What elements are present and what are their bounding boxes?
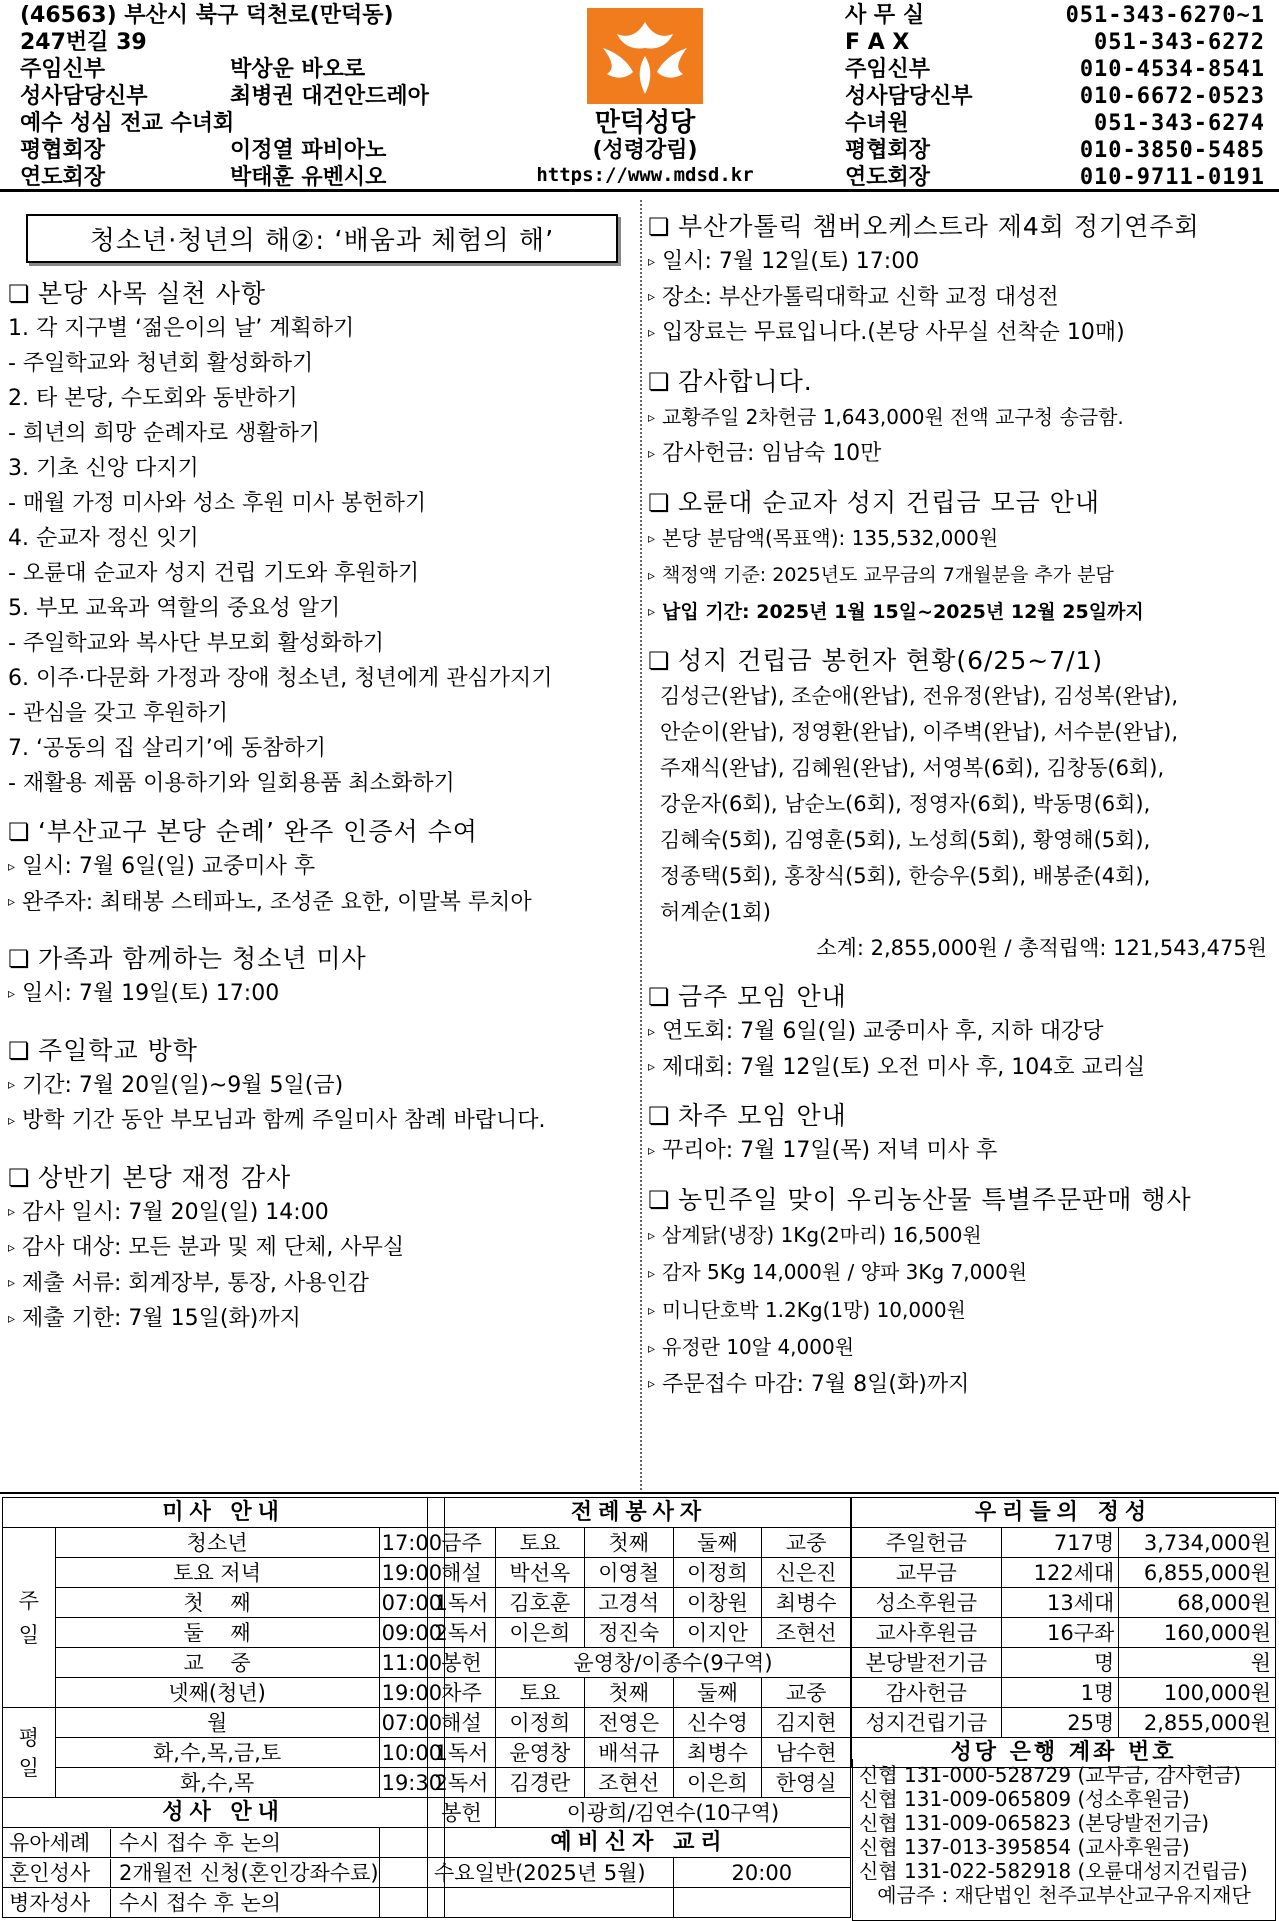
contact-number: 010-9711-0191 bbox=[1079, 165, 1265, 190]
section-title: ❏ 오륜대 순교자 성지 건립금 모금 안내 bbox=[648, 486, 1273, 520]
section-next-week-meetings bbox=[648, 1099, 1273, 1169]
info-text: 247번길 39 bbox=[20, 30, 147, 55]
section-title: ❏ 성지 건립금 봉헌자 현황(6/25~7/1) bbox=[648, 644, 1273, 678]
section-title: ❏ 부산가톨릭 챔버오케스트라 제4회 정기연주회 bbox=[648, 210, 1273, 244]
sacrament-desc: 수시 접수 후 논의 bbox=[119, 1830, 282, 1855]
empty-cell bbox=[428, 1888, 674, 1918]
list-item: ▹ 감사 일시: 7월 20일(일) 14:00 bbox=[8, 1195, 636, 1231]
section-orchestra-concert bbox=[648, 210, 1273, 351]
contact-row bbox=[845, 56, 1265, 83]
offering-table bbox=[851, 1497, 1276, 1768]
info-row bbox=[20, 164, 540, 191]
list-item: ▹ 제출 기한: 7월 15일(화)까지 bbox=[8, 1301, 636, 1337]
table-row bbox=[428, 1738, 851, 1768]
role-cell: 봉헌 bbox=[428, 1798, 496, 1828]
column-header: 토요 bbox=[495, 1678, 584, 1708]
table-row bbox=[3, 1558, 445, 1588]
name-cell: 이은희 bbox=[495, 1618, 584, 1648]
table-row bbox=[3, 1888, 445, 1918]
list-item: ▹ 제출 서류: 회계장부, 통장, 사용인감 bbox=[8, 1266, 636, 1302]
contact-role: 성사담당신부 bbox=[845, 84, 973, 109]
table-title: 전례봉사자 bbox=[428, 1498, 851, 1528]
column-header: 차주 bbox=[428, 1678, 496, 1708]
list-item: 5. 부모 교육과 역할의 중요성 알기 bbox=[8, 596, 341, 621]
role-cell: 봉헌 bbox=[428, 1648, 496, 1678]
list-item: ▹ 입장료는 무료입니다.(본당 사무실 선착순 10매) bbox=[648, 315, 1273, 351]
list-item: ▹ 기간: 7월 20일(일)~9월 5일(금) bbox=[8, 1068, 636, 1104]
info-name: 이정열 파비아노 bbox=[230, 138, 387, 163]
list-item: - 관심을 갖고 후원하기 bbox=[8, 701, 229, 726]
name-cell: 이정희 bbox=[495, 1708, 584, 1738]
info-name: 박상운 바오로 bbox=[230, 57, 366, 82]
name-cell: 전영은 bbox=[584, 1708, 673, 1738]
offering-amount: 160,000원 bbox=[1119, 1618, 1276, 1648]
section-title: ❏ 감사합니다. bbox=[648, 365, 1273, 399]
church-name: 만덕성당 bbox=[594, 108, 696, 138]
list-item: - 주일학교와 복사단 부모회 활성화하기 bbox=[8, 631, 384, 656]
table-row bbox=[428, 1648, 851, 1678]
name-cell: 김경란 bbox=[495, 1768, 584, 1798]
table-row bbox=[3, 1768, 445, 1798]
name-cell: 김호훈 bbox=[495, 1588, 584, 1618]
section-farm-produce-sale bbox=[648, 1183, 1273, 1403]
mass-name: 넷째(청년) bbox=[55, 1678, 379, 1708]
list-item: - 희년의 희망 순례자로 생활하기 bbox=[8, 421, 321, 446]
list-item: ▹ 본당 분담액(목표액): 135,532,000원 bbox=[648, 520, 1273, 558]
list-item: ▹ 납입 기간: 2025년 1월 15일~2025년 12월 25일까지 bbox=[648, 594, 1273, 631]
list-item: ▹ 방학 기간 동안 부모님과 함께 주일미사 참례 바랍니다. bbox=[8, 1103, 636, 1139]
offering-name: 교무금 bbox=[852, 1558, 1002, 1588]
table-row bbox=[852, 1678, 1276, 1708]
bank-account: 신협 131-009-065809 (성소후원금) bbox=[859, 1787, 1190, 1811]
list-item: 6. 이주·다문화 가정과 장애 청소년, 청년에게 관심가지기 bbox=[8, 666, 553, 691]
donor-line: 허계순(1회) bbox=[660, 900, 771, 924]
contact-role: 수녀원 bbox=[845, 111, 909, 136]
donor-total: 소계: 2,855,000원 / 총적립액: 121,543,475원 bbox=[816, 936, 1267, 960]
contact-row bbox=[845, 110, 1265, 137]
info-row bbox=[20, 137, 540, 164]
info-name: 최병권 대건안드레아 bbox=[230, 84, 429, 109]
section-title: ❏ ‘부산교구 본당 순례’ 완주 인증서 수여 bbox=[8, 815, 636, 849]
donor-line: 김혜숙(5회), 김영훈(5회), 노성희(5회), 황영해(5회), bbox=[660, 828, 1151, 852]
table-row bbox=[3, 1858, 445, 1888]
section-title: ❏ 상반기 본당 재정 감사 bbox=[8, 1161, 636, 1195]
name-cell: 신수영 bbox=[673, 1708, 762, 1738]
list-item: ▹ 감자 5Kg 14,000원 / 양파 3Kg 7,000원 bbox=[648, 1254, 1273, 1292]
offertory-cell: 윤영창/이종수(9구역) bbox=[495, 1648, 850, 1678]
contact-number: 010-3850-5485 bbox=[1079, 138, 1265, 163]
mass-time: 09:00 bbox=[379, 1618, 445, 1648]
mass-name: 교 중 bbox=[55, 1648, 379, 1678]
list-item: ▹ 미니단호박 1.2Kg(1망) 10,000원 bbox=[648, 1292, 1273, 1330]
list-item: ▹ 삼계닭(냉장) 1Kg(2마리) 16,500원 bbox=[648, 1217, 1273, 1255]
offering-amount: 원 bbox=[1119, 1648, 1276, 1678]
name-cell: 이창원 bbox=[673, 1588, 762, 1618]
section-thanks bbox=[648, 365, 1273, 472]
section-title: ❏ 차주 모임 안내 bbox=[648, 1099, 1273, 1133]
mass-time: 07:00 bbox=[379, 1708, 445, 1738]
offering-name: 주일헌금 bbox=[852, 1528, 1002, 1558]
name-cell: 고경석 bbox=[584, 1588, 673, 1618]
liturgy-servers-table bbox=[427, 1497, 851, 1918]
offering-count: 122세대 bbox=[1001, 1558, 1119, 1588]
sunday-label: 주 일 bbox=[3, 1528, 56, 1708]
bank-accounts bbox=[852, 1759, 1276, 1921]
table-row bbox=[852, 1528, 1276, 1558]
info-role: 연도회장 bbox=[20, 165, 106, 190]
table-row bbox=[428, 1558, 851, 1588]
mass-name: 월 bbox=[55, 1708, 379, 1738]
table-row bbox=[852, 1708, 1276, 1738]
info-role: 성사담당신부 bbox=[20, 84, 148, 109]
mass-time: 19:30 bbox=[379, 1768, 445, 1798]
info-row bbox=[20, 56, 540, 83]
mass-name: 화,수,목 bbox=[55, 1768, 379, 1798]
list-item: 3. 기초 신앙 다지기 bbox=[8, 456, 199, 481]
offering-amount: 6,855,000원 bbox=[1119, 1558, 1276, 1588]
section-pilgrimage-certificate bbox=[8, 815, 636, 920]
name-cell: 조현선 bbox=[762, 1618, 851, 1648]
section-title: ❏ 본당 사목 실천 사항 bbox=[8, 277, 636, 311]
table-row bbox=[428, 1588, 851, 1618]
donor-line: 주재식(완납), 김혜원(완납), 서영복(6회), 김창동(6회), bbox=[660, 756, 1165, 780]
info-row bbox=[20, 110, 540, 137]
sacrament-name: 병자성사 bbox=[3, 1889, 111, 1917]
offering-name: 본당발전기금 bbox=[852, 1648, 1002, 1678]
section-title: ❏ 주일학교 방학 bbox=[8, 1034, 636, 1068]
right-column bbox=[648, 204, 1273, 1489]
contact-role: 사 무 실 bbox=[845, 3, 925, 28]
contact-number: 051-343-6270~1 bbox=[1065, 3, 1265, 28]
table-title: 우리들의 정성 bbox=[852, 1498, 1276, 1528]
mass-time: 10:00 bbox=[379, 1738, 445, 1768]
left-column bbox=[8, 204, 636, 1489]
column-header: 금주 bbox=[428, 1528, 496, 1558]
bottom-info-tables bbox=[0, 1497, 1279, 1921]
donor-line: 강운자(6회), 남순노(6회), 정영자(6회), 박동명(6회), bbox=[660, 792, 1151, 816]
list-item: ▹ 주문접수 마감: 7월 8일(화)까지 bbox=[648, 1367, 1273, 1403]
contact-info bbox=[845, 2, 1265, 191]
table-row bbox=[428, 1888, 851, 1918]
column-header: 둘째 bbox=[673, 1528, 762, 1558]
contact-row bbox=[845, 29, 1265, 56]
table-row bbox=[852, 1618, 1276, 1648]
catechism-class: 수요일반(2025년 5월) bbox=[428, 1858, 674, 1888]
list-item: ▹ 일시: 7월 12일(토) 17:00 bbox=[648, 244, 1273, 280]
offering-count: 717명 bbox=[1001, 1528, 1119, 1558]
bulletin-header bbox=[0, 0, 1279, 192]
contact-number: 051-343-6274 bbox=[1094, 111, 1265, 136]
mass-time: 19:00 bbox=[379, 1558, 445, 1588]
mass-name: 청소년 bbox=[55, 1528, 379, 1558]
content-bottom-rule bbox=[0, 1492, 1279, 1494]
bank-account: 신협 131-022-582918 (오륜대성지건립금) bbox=[859, 1859, 1248, 1883]
list-item: ▹ 꾸리아: 7월 17일(목) 저녁 미사 후 bbox=[648, 1133, 1273, 1169]
table-row bbox=[3, 1828, 445, 1858]
table-title: 미사 안내 bbox=[3, 1498, 445, 1528]
info-row bbox=[20, 2, 540, 29]
church-logo-icon bbox=[587, 8, 703, 104]
offering-name: 감사헌금 bbox=[852, 1678, 1002, 1708]
name-cell: 한영실 bbox=[762, 1768, 851, 1798]
list-item: ▹ 일시: 7월 19일(토) 17:00 bbox=[8, 976, 636, 1012]
table-row bbox=[852, 1648, 1276, 1678]
donor-line: 정종택(5회), 홍창식(5회), 한승우(5회), 배봉준(4회), bbox=[660, 864, 1151, 888]
sacrament-desc: 2개월전 신청(혼인강좌수료) bbox=[119, 1860, 379, 1885]
offering-name: 성지건립기금 bbox=[852, 1708, 1002, 1738]
table-row bbox=[428, 1858, 851, 1888]
info-role: 주임신부 bbox=[20, 57, 106, 82]
contact-row bbox=[845, 137, 1265, 164]
list-item: ▹ 일시: 7월 6일(일) 교중미사 후 bbox=[8, 849, 636, 885]
sacrament-name: 혼인성사 bbox=[3, 1859, 111, 1887]
name-cell: 이지안 bbox=[673, 1618, 762, 1648]
list-item: ▹ 감사헌금: 임남숙 10만 bbox=[648, 436, 1273, 472]
bank-owner: 예금주 : 재단법인 천주교부산교구유지재단 bbox=[877, 1883, 1251, 1907]
column-header: 토요 bbox=[495, 1528, 584, 1558]
bank-account: 신협 131-000-528729 (교무금, 감사헌금) bbox=[859, 1763, 1242, 1787]
list-item: ▹ 연도회: 7월 6일(일) 교중미사 후, 지하 대강당 bbox=[648, 1014, 1273, 1050]
empty-cell bbox=[673, 1888, 850, 1918]
catechism-time: 20:00 bbox=[673, 1858, 850, 1888]
table-header-row bbox=[428, 1528, 851, 1558]
sacrament-cell bbox=[3, 1828, 380, 1858]
sacrament-name: 유아세례 bbox=[3, 1829, 111, 1857]
list-item: - 오륜대 순교자 성지 건립 기도와 후원하기 bbox=[8, 561, 420, 586]
weekday-label: 평 일 bbox=[3, 1708, 56, 1798]
church-url-link[interactable]: https://www.mdsd.kr bbox=[536, 164, 754, 186]
section-family-youth-mass bbox=[8, 942, 636, 1012]
offering-count: 25명 bbox=[1001, 1708, 1119, 1738]
info-role: 평협회장 bbox=[20, 138, 106, 163]
section-sunday-school-vacation bbox=[8, 1034, 636, 1139]
name-cell: 윤영창 bbox=[495, 1738, 584, 1768]
role-cell: 해설 bbox=[428, 1558, 496, 1588]
section-title: ❏ 가족과 함께하는 청소년 미사 bbox=[8, 942, 636, 976]
column-header: 교중 bbox=[762, 1678, 851, 1708]
role-cell: 1독서 bbox=[428, 1738, 496, 1768]
name-cell: 조현선 bbox=[584, 1768, 673, 1798]
table-title: 예비신자 교리 bbox=[428, 1828, 851, 1858]
table-row bbox=[428, 1708, 851, 1738]
name-cell: 이정희 bbox=[673, 1558, 762, 1588]
table-title: 성당 은행 계좌 번호 bbox=[852, 1738, 1276, 1768]
list-item: ▹ 제대회: 7월 12일(토) 오전 미사 후, 104호 교리실 bbox=[648, 1050, 1273, 1086]
section-title: ❏ 농민주일 맞이 우리농산물 특별주문판매 행사 bbox=[648, 1183, 1273, 1217]
list-item: 1. 각 지구별 ‘젊은이의 날’ 계획하기 bbox=[8, 316, 355, 341]
section-title: ❏ 금주 모임 안내 bbox=[648, 980, 1273, 1014]
table-row bbox=[3, 1588, 445, 1618]
mass-name: 첫 째 bbox=[55, 1588, 379, 1618]
bank-account: 신협 131-009-065823 (본당발전기금) bbox=[859, 1811, 1210, 1835]
table-row bbox=[428, 1798, 851, 1828]
contact-row bbox=[845, 164, 1265, 191]
sacrament-desc: 수시 접수 후 논의 bbox=[119, 1890, 282, 1915]
column-header: 첫째 bbox=[584, 1528, 673, 1558]
role-cell: 2독서 bbox=[428, 1768, 496, 1798]
list-item: - 매월 가정 미사와 성소 후원 미사 봉헌하기 bbox=[8, 491, 427, 516]
list-item: ▹ 감사 대상: 모든 분과 및 제 단체, 사무실 bbox=[8, 1230, 636, 1266]
offering-name: 교사후원금 bbox=[852, 1618, 1002, 1648]
table-row bbox=[3, 1648, 445, 1678]
info-row bbox=[20, 83, 540, 110]
offering-count: 1명 bbox=[1001, 1678, 1119, 1708]
name-cell: 최병수 bbox=[673, 1738, 762, 1768]
column-header: 둘째 bbox=[673, 1678, 762, 1708]
section-finance-audit bbox=[8, 1161, 636, 1337]
list-item: ▹ 책정액 기준: 2025년도 교무금의 7개월분을 추가 분담 bbox=[648, 557, 1273, 594]
name-cell: 남수현 bbox=[762, 1738, 851, 1768]
column-header: 교중 bbox=[762, 1528, 851, 1558]
donor-line: 김성근(완납), 조순애(완납), 전유정(완납), 김성복(완납), bbox=[660, 684, 1178, 708]
table-title: 성사 안내 bbox=[3, 1798, 445, 1828]
column-divider bbox=[640, 200, 642, 1490]
offering-amount: 3,734,000원 bbox=[1119, 1528, 1276, 1558]
table-header-row bbox=[428, 1678, 851, 1708]
table-row bbox=[3, 1738, 445, 1768]
table-row bbox=[3, 1708, 445, 1738]
contact-role: F A X bbox=[845, 30, 910, 55]
mass-schedule-table bbox=[2, 1497, 445, 1918]
role-cell: 1독서 bbox=[428, 1588, 496, 1618]
church-logo-block bbox=[500, 8, 790, 186]
offering-count: 16구좌 bbox=[1001, 1618, 1119, 1648]
name-cell: 이영철 bbox=[584, 1558, 673, 1588]
table-row bbox=[3, 1528, 445, 1558]
offering-amount: 2,855,000원 bbox=[1119, 1708, 1276, 1738]
name-cell: 신은진 bbox=[762, 1558, 851, 1588]
table-row bbox=[428, 1768, 851, 1798]
bank-account: 신협 137-013-395854 (교사후원금) bbox=[859, 1835, 1190, 1859]
contact-row bbox=[845, 2, 1265, 29]
section-this-week-meetings bbox=[648, 980, 1273, 1085]
column-header: 첫째 bbox=[584, 1678, 673, 1708]
contact-role: 평협회장 bbox=[845, 138, 931, 163]
mass-name: 둘 째 bbox=[55, 1618, 379, 1648]
list-item: - 재활용 제품 이용하기와 일회용품 최소화하기 bbox=[8, 771, 455, 796]
mass-time: 17:00 bbox=[379, 1528, 445, 1558]
list-item: ▹ 완주자: 최태봉 스테파노, 조성준 요한, 이말복 루치아 bbox=[8, 885, 636, 921]
sacrament-cell bbox=[3, 1888, 380, 1918]
list-item: 7. ‘공동의 집 살리기’에 동참하기 bbox=[8, 736, 326, 761]
offering-amount: 68,000원 bbox=[1119, 1588, 1276, 1618]
role-cell: 해설 bbox=[428, 1708, 496, 1738]
name-cell: 최병수 bbox=[762, 1588, 851, 1618]
info-name: 박태훈 유벤시오 bbox=[230, 165, 387, 190]
list-item: ▹ 유정란 10알 4,000원 bbox=[648, 1329, 1273, 1367]
table-row bbox=[852, 1558, 1276, 1588]
list-item: - 주일학교와 청년회 활성화하기 bbox=[8, 351, 314, 376]
mass-time: 19:00 bbox=[379, 1678, 445, 1708]
mass-name: 화,수,목,금,토 bbox=[55, 1738, 379, 1768]
list-item: ▹ 장소: 부산가톨릭대학교 신학 교정 대성전 bbox=[648, 280, 1273, 316]
list-item: 2. 타 본당, 수도회와 동반하기 bbox=[8, 386, 298, 411]
name-cell: 배석규 bbox=[584, 1738, 673, 1768]
name-cell: 정진숙 bbox=[584, 1618, 673, 1648]
contact-number: 010-4534-8541 bbox=[1079, 57, 1265, 82]
name-cell: 박선옥 bbox=[495, 1558, 584, 1588]
donor-line: 안순이(완납), 정영환(완납), 이주벽(완납), 서수분(완납), bbox=[660, 720, 1178, 744]
contact-role: 주임신부 bbox=[845, 57, 931, 82]
list-item: 4. 순교자 정신 잇기 bbox=[8, 526, 199, 551]
role-cell: 2독서 bbox=[428, 1618, 496, 1648]
offering-amount: 100,000원 bbox=[1119, 1678, 1276, 1708]
offertory-cell: 이광희/김연수(10구역) bbox=[495, 1798, 850, 1828]
contact-role: 연도회장 bbox=[845, 165, 931, 190]
table-row bbox=[3, 1618, 445, 1648]
name-cell: 김지현 bbox=[762, 1708, 851, 1738]
info-role: 예수 성심 전교 수녀회 bbox=[20, 111, 235, 136]
contact-number: 051-343-6272 bbox=[1094, 30, 1265, 55]
contact-number: 010-6672-0523 bbox=[1079, 84, 1265, 109]
table-row bbox=[428, 1618, 851, 1648]
offering-count: 명 bbox=[1001, 1648, 1119, 1678]
section-pastoral-plan bbox=[8, 277, 636, 801]
sacrament-cell bbox=[3, 1858, 380, 1888]
offering-name: 성소후원금 bbox=[852, 1588, 1002, 1618]
year-theme-banner: 청소년·청년의 해②: ‘배움과 체험의 해’ bbox=[26, 214, 618, 263]
table-row bbox=[3, 1678, 445, 1708]
section-shrine-fund bbox=[648, 486, 1273, 631]
mass-time: 11:00 bbox=[379, 1648, 445, 1678]
section-donor-status bbox=[648, 644, 1273, 966]
mass-time: 07:00 bbox=[379, 1588, 445, 1618]
table-row bbox=[852, 1588, 1276, 1618]
church-subtitle: (성령강림) bbox=[592, 138, 698, 163]
contact-row bbox=[845, 83, 1265, 110]
info-row bbox=[20, 29, 540, 56]
mass-name: 토요 저녁 bbox=[55, 1558, 379, 1588]
name-cell: 이은희 bbox=[673, 1768, 762, 1798]
parish-info bbox=[20, 2, 540, 191]
list-item: ▹ 교황주일 2차헌금 1,643,000원 전액 교구청 송금함. bbox=[648, 399, 1273, 437]
offering-count: 13세대 bbox=[1001, 1588, 1119, 1618]
info-text: (46563) 부산시 북구 덕천로(만덕동) bbox=[20, 3, 394, 28]
